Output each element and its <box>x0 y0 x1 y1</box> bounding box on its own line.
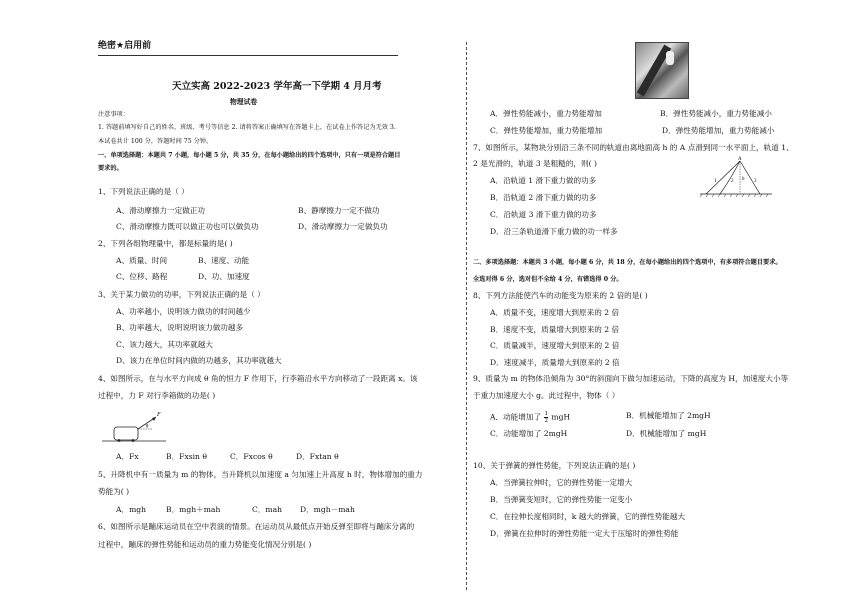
notes-heading: 注意事项： <box>98 111 129 118</box>
option-a: A．mgh <box>116 505 147 514</box>
option-b: B．速度不变，质量增大到原来的 2 倍 <box>490 325 620 334</box>
force-label: F <box>157 412 161 418</box>
option-a: A、功率越小，说明该力做功的时间越少 <box>116 307 251 316</box>
height-label: h <box>742 177 745 182</box>
question-stem: 2 是光滑的，轨道 3 是粗糙的，则( ) <box>473 159 597 168</box>
angle-label: θ <box>146 424 149 430</box>
option-d: D．弹性势能增加，重力势能减小 <box>662 126 775 135</box>
option-a-text: mgH <box>551 412 571 422</box>
question-stem: 过程中，力 F 对行李箱做的功是( ) <box>98 391 216 400</box>
option-a: A、滑动摩擦力一定做正功 <box>116 206 206 215</box>
section-heading: 要求的。 <box>98 165 123 172</box>
header-rule <box>98 55 398 56</box>
fraction <box>544 411 548 424</box>
option-a-text: A．动能增加了 <box>490 412 542 422</box>
question-stem: 4、如图所示，在与水平方向成 θ 角的恒力 F 作用下，行李箱沿水平方向移动了一段距离 x。该 <box>98 374 418 383</box>
option-c: C、位移、路程 <box>116 272 168 281</box>
option-c: C．动能增加了 2mgH <box>490 429 568 438</box>
fraction-numerator: 1 <box>544 411 548 417</box>
section-heading: 一、单项选择题：本题共 7 小题，每小题 5 分，共 35 分，在每小题给出的四个选项中，只有一项是符合题目 <box>98 152 401 159</box>
option-c: C．质量减半，速度增大到原来的 2 倍 <box>490 341 620 350</box>
track-3-label: 3 <box>754 179 757 184</box>
notes-line: 1. 答题前填写好自己的姓名、班级、考号等信息 2. 请将答案正确填写在答题卡上，在试卷上作答记为无效 3. <box>98 124 396 131</box>
question-stem: 7、如图所示，某物块分别沿三条不同的轨道由离地面高 h 的 A 点滑到同一水平面上，轨道 1、 <box>473 143 794 152</box>
option-d: D．弹簧在拉伸时的弹性势能一定大于压缩时的弹性势能 <box>490 529 679 538</box>
option-a: A．当弹簧拉伸时，它的弹性势能一定增大 <box>490 478 633 487</box>
option-d: D、滑动摩擦力一定做负功 <box>298 222 388 231</box>
option-c: C、滑动摩擦力既可以做正功也可以做负功 <box>116 222 259 231</box>
ground-hatch <box>700 194 768 197</box>
wheel-icon <box>118 439 121 442</box>
question-stem: 6、如图所示是蹦床运动员在空中表演的情景。在运动员从最低点开始反弹至即将与蹦床分离的 <box>98 522 415 531</box>
question-stem: 过程中，蹦床的弹性势能和运动员的重力势能变化情况分别是( ) <box>98 540 312 549</box>
point-a-label: A <box>738 157 742 162</box>
option-a <box>490 411 570 424</box>
question-stem: 3、关于某力做功的功率，下列说法正确的是（ ） <box>98 290 265 299</box>
option-c: C．mah <box>252 505 283 514</box>
suitcase-diagram <box>100 407 170 445</box>
question-stem: 于重力加速度大小 g。此过程中，物体（ ） <box>473 391 620 400</box>
option-c: C．在拉伸长度相同时，k 越大的弹簧，它的弹性势能越大 <box>490 512 686 521</box>
option-c: C、该力越大，其功率就越大 <box>116 340 213 349</box>
photo-detail <box>666 51 674 65</box>
option-d: D．机械能增加了 mgH <box>626 429 707 438</box>
question-stem: 9、质量为 m 的物体沿倾角为 30°的斜面向下做匀加速运动，下降的高度为 H，加速度大小等 <box>473 374 789 383</box>
section-heading: 二、多项选择题：本题共 3 小题，每小题 6 分，共 18 分，在每小题给出的四个选项中，有多项符合题目要求。 <box>473 259 782 266</box>
option-c: C．沿轨道 3 滑下重力做的功多 <box>490 210 597 219</box>
section-heading: 全选对得 6 分，选对但不全给 4 分，有错选得 0 分。 <box>473 276 623 283</box>
option-a: A．沿轨道 1 滑下重力做的功多 <box>490 176 597 185</box>
exam-title: 天立实高 2022-2023 学年高一下学期 4 月月考 <box>172 81 382 92</box>
option-c: C．弹性势能增加，重力势能增加 <box>490 126 603 135</box>
column-divider <box>466 42 467 590</box>
option-b: B．mgh＋mah <box>166 505 221 514</box>
option-b: B．Fxsin θ <box>166 452 207 461</box>
secret-label: 绝密★启用前 <box>98 41 152 51</box>
option-a: A、质量、时间 <box>116 256 168 265</box>
option-d: D．速度减半，质量增大到原来的 2 倍 <box>490 358 620 367</box>
suitcase-shape <box>114 427 138 440</box>
trampoline-photo <box>635 42 689 99</box>
option-b: B、功率越大，说明说明该力做功越多 <box>116 323 244 332</box>
option-b: B、速度、动能 <box>198 256 250 265</box>
option-a: A．弹性势能减小，重力势能增加 <box>490 109 602 118</box>
track-2-label: 2 <box>731 179 734 184</box>
exam-subject: 物理试卷 <box>230 98 258 106</box>
track-1-label: 1 <box>714 179 717 184</box>
option-d: D．Fxtan θ <box>296 452 339 461</box>
question-stem: 10、关于弹簧的弹性势能，下列说法正确的是( ) <box>473 461 636 470</box>
track-1 <box>706 161 740 194</box>
option-d: D．沿三条轨道滑下重力做的功一样多 <box>490 227 618 236</box>
wheel-icon <box>132 439 135 442</box>
notes-line: 本试卷共计 100 分，答题时间 75 分钟。 <box>98 138 213 145</box>
fraction-denominator: 2 <box>544 418 548 424</box>
option-c: C．Fxcos θ <box>230 452 273 461</box>
option-d: D、功、加速度 <box>198 272 250 281</box>
option-b: B．机械能增加了 2mgH <box>626 411 711 420</box>
question-stem: 8、下列方法能使汽车的动能变为原来的 2 倍的是( ) <box>473 291 648 300</box>
option-b: B．沿轨道 2 滑下重力做的功多 <box>490 193 597 202</box>
track-diagram <box>700 154 780 200</box>
option-b: B．弹性势能减小，重力势能减小 <box>660 109 772 118</box>
question-stem: 势能为( ) <box>98 487 130 496</box>
option-a: A．质量不变，速度增大到原来的 2 倍 <box>490 308 620 317</box>
option-a: A．Fx <box>116 452 139 461</box>
question-stem: 2、下列各组物理量中，都是标量的是( ) <box>98 239 233 248</box>
question-stem: 5、升降机中有一质量为 m 的物体，当升降机以加速度 a 匀加速上升高度 h 时，物体增加的重力 <box>98 470 423 479</box>
question-stem: 1、下列说法正确的是（ ） <box>98 187 189 196</box>
option-b: B、静摩擦力一定不做功 <box>298 206 380 215</box>
option-d: D．mgh－mah <box>300 505 355 514</box>
option-d: D、该力在单位时间内做的功越多，其功率就越大 <box>116 356 282 365</box>
option-b: B．当弹簧变短时，它的弹性势能一定变小 <box>490 495 633 504</box>
